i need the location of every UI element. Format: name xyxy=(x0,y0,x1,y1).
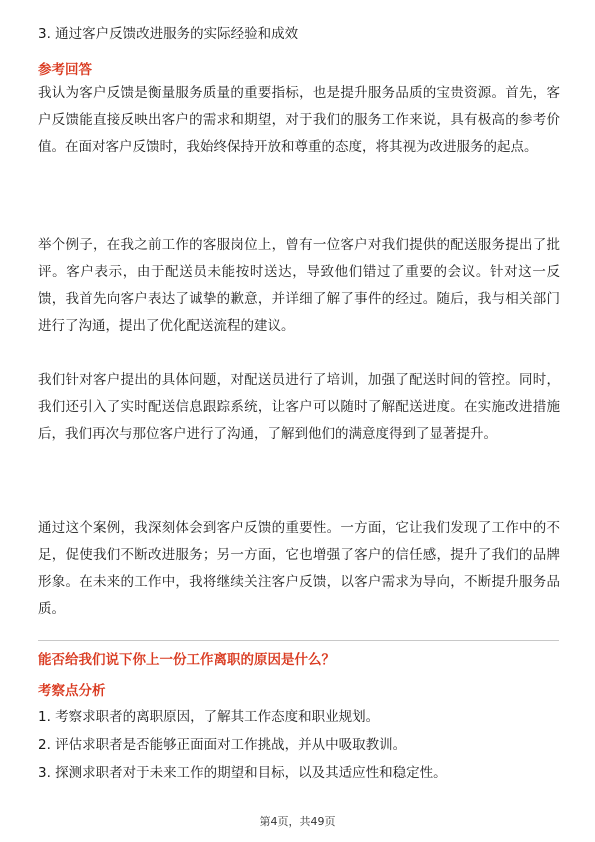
answer-paragraph-1: 我认为客户反馈是衡量服务质量的重要指标，也是提升服务品质的宝贵资源。首先，客户反馈能直接反映出客户的需求和期望，对于我们的服务工作来说，具有极高的参考价值。在面对客户反馈时，我始终保持开放和尊重的态度，将其视为改进服务的起点。 xyxy=(38,85,560,155)
analysis-label: 考察点分析 xyxy=(38,683,106,699)
answer-paragraph-2: 举个例子，在我之前工作的客服岗位上，曾有一位客户对我们提供的配送服务提出了批评。客户表示，由于配送员未能按时送达，导致他们错过了重要的会议。针对这一反馈，我首先向客户表达了诚挚的歉意，并详细了解了事件的经过。随后，我与相关部门进行了沟通，提出了优化配送流程的建议。 xyxy=(38,237,560,334)
answer-label: 参考回答 xyxy=(38,62,92,78)
question-title: 3. 通过客户反馈改进服务的实际经验和成效 xyxy=(38,26,299,42)
analysis-point-2: 2. 评估求职者是否能够正面面对工作挑战，并从中吸取教训。 xyxy=(38,737,407,753)
analysis-point-3: 3. 探测求职者对于未来工作的期望和目标，以及其适应性和稳定性。 xyxy=(38,765,447,781)
page-number: 第4页，共49页 xyxy=(259,815,336,828)
analysis-point-1: 1. 考察求职者的离职原因，了解其工作态度和职业规划。 xyxy=(38,709,380,725)
answer-paragraph-4: 通过这个案例，我深刻体会到客户反馈的重要性。一方面，它让我们发现了工作中的不足，促使我们不断改进服务；另一方面，它也增强了客户的信任感，提升了我们的品牌形象。在未来的工作中，我将继续关注客户反馈，以客户需求为导向，不断提升服务品质。 xyxy=(38,520,560,617)
next-question-title: 能否给我们说下你上一份工作离职的原因是什么？ xyxy=(38,652,335,668)
answer-paragraph-3: 我们针对客户提出的具体问题，对配送员进行了培训，加强了配送时间的管控。同时，我们还引入了实时配送信息跟踪系统，让客户可以随时了解配送进度。在实施改进措施后，我们再次与那位客户进行了沟通，了解到他们的满意度得到了显著提升。 xyxy=(38,372,560,442)
section-divider xyxy=(38,640,559,641)
